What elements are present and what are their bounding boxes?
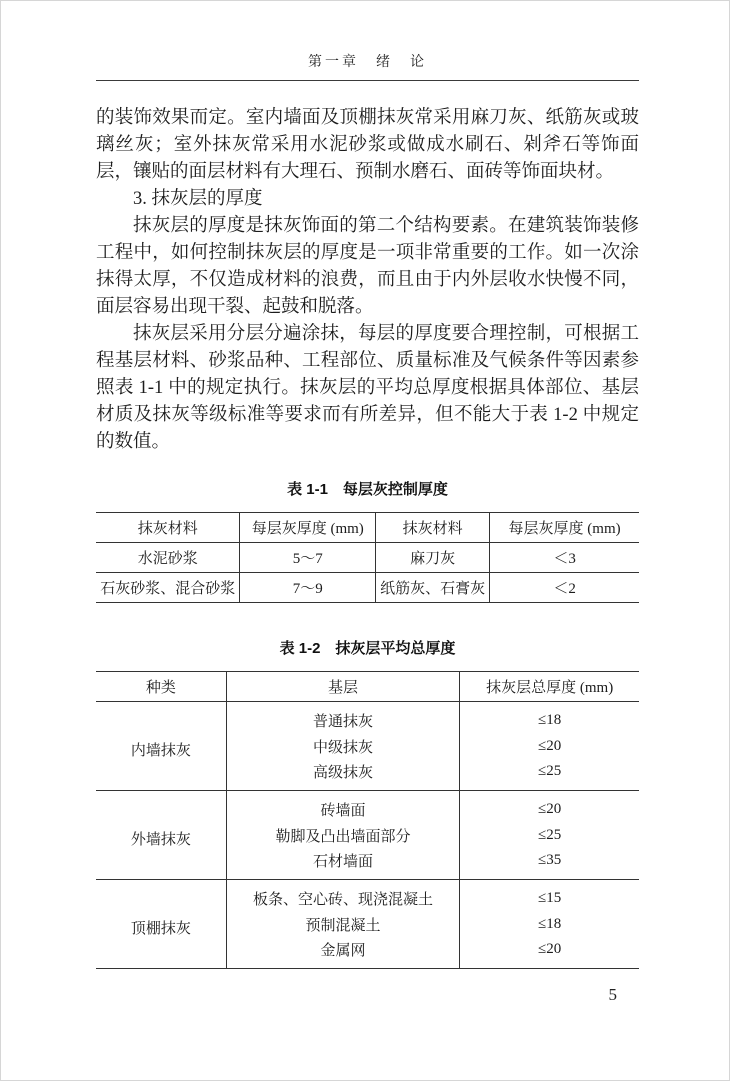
table-1-2 [96,671,639,969]
table-1-1-caption: 表 1-1 每层灰控制厚度 [287,481,448,498]
category-cell: 顶棚抹灰 [130,920,191,937]
running-head: 第一章 绪 论 [308,55,427,70]
category-cell: 内墙抹灰 [130,742,191,759]
cell: 7～9 [240,573,376,603]
cell: 普通抹灰 [226,702,459,734]
cell: 砖墙面 [226,791,459,823]
cell: 金属网 [226,937,459,969]
cell: 板条、空心砖、现浇混凝土 [226,880,459,912]
header-cell: 种类 [145,680,176,696]
body-text [96,105,639,456]
header-cell: 抹灰层总厚度 (mm) [460,672,639,702]
cell: ≤20 [460,733,639,759]
header-cell: 每层灰厚度 (mm) [490,513,639,543]
table-row [96,543,639,573]
cell: 勒脚及凸出墙面部分 [226,822,459,848]
table-header-row [96,672,639,702]
cell: 纸筋灰、石膏灰 [376,573,490,603]
table-group-interior-wall [96,702,639,791]
cell: 中级抹灰 [226,733,459,759]
table-1-2-caption: 表 1-2 抹灰层平均总厚度 [279,640,456,657]
cell: ≤25 [460,822,639,848]
cell: ≤15 [460,880,639,912]
table-row [96,573,639,603]
paragraph: 抹灰层采用分层分遍涂抹，每层的厚度要合理控制，可根据工程基层材料、砂浆品种、工程部位、质量标准及气候条件等因素参照表 1-1 中的规定执行。抹灰层的平均总厚度根据具体部位、基层材质及抹灰等级标准等要求而有所差异，但不能大于表 1-2 中规定的数值。 [96,324,639,452]
cell: ＜3 [490,543,639,573]
table-row [96,702,639,734]
table-header-row [96,513,639,543]
cell: ≤35 [460,848,639,880]
section-heading: 3. 抹灰层的厚度 [133,189,263,209]
cell: 预制混凝土 [226,911,459,937]
paragraph: 抹灰层的厚度是抹灰饰面的第二个结构要素。在建筑装饰装修工程中，如何控制抹灰层的厚度是一项非常重要的工作。如一次涂抹得太厚，不仅造成材料的浪费，而且由于内外层收水快慢不同，面层容易出现干裂、起鼓和脱落。 [96,216,639,317]
table-1-1 [96,512,639,603]
cell: ＜2 [490,573,639,603]
table-row [96,791,639,823]
header-cell: 抹灰材料 [137,521,198,537]
table-group-ceiling [96,880,639,969]
header-rule [96,80,639,81]
category-cell: 外墙抹灰 [130,831,191,848]
cell: 石材墙面 [226,848,459,880]
cell: ≤20 [460,937,639,969]
page-number: 5 [608,985,617,1004]
cell: 石灰砂浆、混合砂浆 [100,581,236,597]
cell: ≤25 [460,759,639,791]
header-cell: 抹灰材料 [376,513,490,543]
cell: 水泥砂浆 [137,551,198,567]
paragraph: 的装饰效果而定。室内墙面及顶棚抹灰常采用麻刀灰、纸筋灰或玻璃丝灰；室外抹灰常采用水泥砂浆或做成水刷石、剁斧石等饰面层，镶贴的面层材料有大理石、预制水磨石、面砖等饰面块材。 [96,108,639,182]
cell: ≤18 [460,911,639,937]
table-group-exterior-wall [96,791,639,880]
header-cell: 基层 [226,672,459,702]
cell: 麻刀灰 [376,543,490,573]
table-row [96,880,639,912]
cell: 高级抹灰 [226,759,459,791]
cell: ≤18 [460,702,639,734]
cell: ≤20 [460,791,639,823]
header-cell: 每层灰厚度 (mm) [240,513,376,543]
cell: 5～7 [240,543,376,573]
